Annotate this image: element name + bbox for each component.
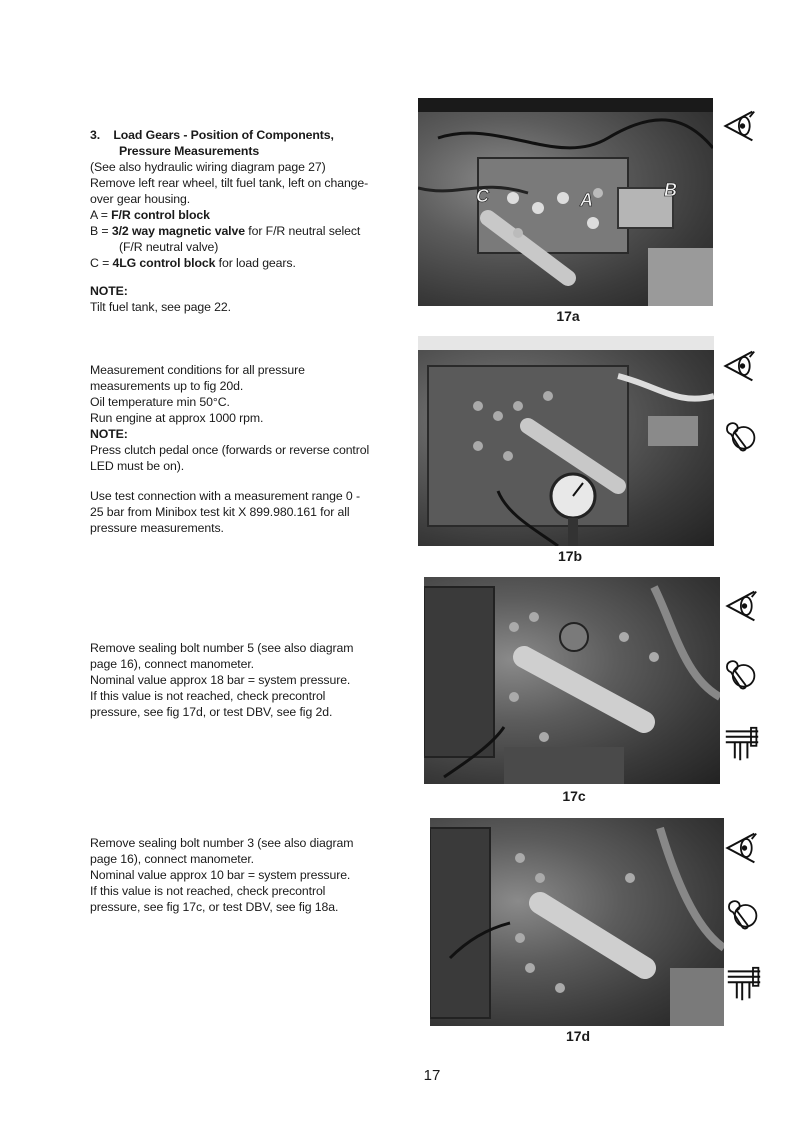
text-line: (See also hydraulic wiring diagram page 27) bbox=[90, 160, 326, 174]
legend-c bbox=[90, 255, 410, 271]
callout-b: B bbox=[664, 180, 677, 200]
figure-17a-photo bbox=[418, 98, 713, 306]
wrench-icon bbox=[722, 656, 758, 692]
caliper-icon bbox=[726, 966, 762, 1002]
legend-desc: for load gears. bbox=[215, 256, 296, 270]
legend-key: B = bbox=[90, 224, 112, 238]
callout-c: C bbox=[476, 186, 489, 206]
legend-term: 4LG control block bbox=[112, 256, 216, 270]
text-line: over gear housing. bbox=[90, 192, 191, 206]
text-line: Run engine at approx 1000 rpm. bbox=[90, 411, 264, 425]
text-line: If this value is not reached, check precontrol bbox=[90, 884, 326, 898]
note-label: NOTE: bbox=[90, 284, 128, 298]
text-line: pressure, see fig 17c, or test DBV, see fig 18a. bbox=[90, 900, 339, 914]
photo-placeholder bbox=[418, 98, 713, 306]
section-system-pressure-17c bbox=[90, 640, 410, 720]
callout-a: A bbox=[580, 190, 593, 210]
eye-icon bbox=[720, 108, 756, 144]
text-line: pressure measurements. bbox=[90, 521, 224, 535]
text-line: Press clutch pedal once (forwards or reverse control bbox=[90, 443, 370, 457]
text-line: Nominal value approx 10 bar = system pressure. bbox=[90, 868, 351, 882]
text-line: 25 bar from Minibox test kit X 899.980.161 for all bbox=[90, 505, 350, 519]
photo-placeholder bbox=[418, 336, 714, 546]
legend-a bbox=[90, 207, 410, 223]
figure-17d-photo bbox=[430, 818, 724, 1026]
legend-term: F/R control block bbox=[111, 208, 210, 222]
text-line: Remove left rear wheel, tilt fuel tank, left on change- bbox=[90, 176, 369, 190]
text-line: pressure, see fig 17d, or test DBV, see fig 2d. bbox=[90, 705, 333, 719]
wrench-icon bbox=[722, 418, 758, 454]
text-line: If this value is not reached, check precontrol bbox=[90, 689, 326, 703]
text-line: Remove sealing bolt number 3 (see also diagram bbox=[90, 836, 354, 850]
text-line: page 16), connect manometer. bbox=[90, 852, 254, 866]
caliper-icon bbox=[724, 726, 760, 762]
section-system-pressure-17d bbox=[90, 835, 410, 915]
figure-17b-caption: 17b bbox=[557, 548, 583, 564]
legend-b-line-2: (F/R neutral valve) bbox=[119, 240, 219, 254]
wrench-icon bbox=[724, 896, 760, 932]
legend-key: C = bbox=[90, 256, 113, 270]
note-text: Tilt fuel tank, see page 22. bbox=[90, 300, 231, 314]
text-line: Remove sealing bolt number 5 (see also diagram bbox=[90, 641, 354, 655]
text-line: LED must be on). bbox=[90, 459, 185, 473]
text-line: Oil temperature min 50°C. bbox=[90, 395, 230, 409]
text-line: Measurement conditions for all pressure bbox=[90, 363, 305, 377]
photo-placeholder bbox=[430, 818, 724, 1026]
figure-17b-photo bbox=[418, 336, 714, 546]
heading-number: 3. bbox=[90, 128, 101, 142]
eye-icon bbox=[720, 348, 756, 384]
text-line: measurements up to fig 20d. bbox=[90, 379, 244, 393]
text-line: page 16), connect manometer. bbox=[90, 657, 254, 671]
eye-icon bbox=[722, 830, 758, 866]
figure-17c-photo bbox=[424, 577, 720, 784]
figure-17a-caption: 17a bbox=[556, 308, 580, 324]
section-measurement-conditions bbox=[90, 362, 410, 536]
page-number: 17 bbox=[423, 1067, 441, 1084]
spacer bbox=[90, 474, 410, 488]
legend-key: A = bbox=[90, 208, 112, 222]
legend-b bbox=[90, 223, 410, 239]
eye-icon bbox=[722, 588, 758, 624]
spacer bbox=[90, 271, 410, 283]
note-label: NOTE: bbox=[90, 427, 128, 441]
text-line: Use test connection with a measurement range 0 - bbox=[90, 489, 360, 503]
section-heading bbox=[90, 127, 410, 143]
section-load-gears bbox=[90, 127, 410, 315]
heading-line-2: Pressure Measurements bbox=[119, 144, 260, 158]
legend-desc: for F/R neutral select bbox=[244, 224, 361, 238]
figure-17d-caption: 17d bbox=[565, 1028, 591, 1044]
heading-line-1: Load Gears - Position of Components, bbox=[113, 128, 334, 142]
legend-term: 3/2 way magnetic valve bbox=[111, 224, 245, 238]
text-line: Nominal value approx 18 bar = system pressure. bbox=[90, 673, 351, 687]
figure-17c-caption: 17c bbox=[562, 788, 586, 804]
photo-placeholder bbox=[424, 577, 720, 784]
